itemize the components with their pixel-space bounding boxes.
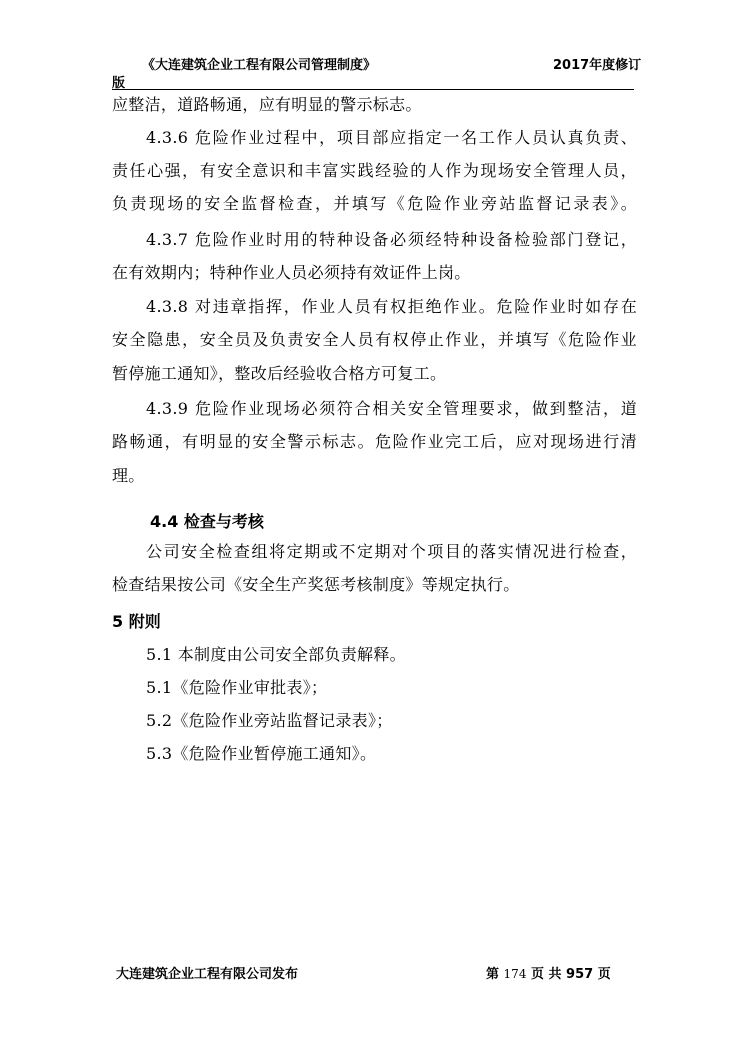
paragraph-line: 路畅通，有明显的安全警示标志。危险作业完工后，应对现场进行清 (112, 432, 637, 451)
paragraph-line: 4.3.8 对违章指挥，作业人员有权拒绝作业。危险作业时如存在 (146, 297, 637, 316)
list-item: 5.1 本制度由公司安全部负责解释。 (146, 645, 406, 664)
page-suffix: 页 (597, 967, 611, 982)
chapter-heading: 5 附则 (112, 612, 161, 631)
paragraph-line: 在有效期内；特种作业人员必须持有效证件上岗。 (112, 263, 471, 282)
page-number: 174 (503, 967, 527, 981)
paragraph-line: 理。 (112, 466, 145, 485)
list-item: 5.3《危险作业暂停施工通知》。 (146, 744, 377, 763)
page-prefix: 第 (486, 967, 500, 982)
footer-publisher: 大连建筑企业工程有限公司发布 (116, 967, 299, 982)
section-heading: 4.4 检查与考核 (150, 512, 264, 531)
paragraph-line: 公司安全检查组将定期或不定期对个项目的落实情况进行检查， (146, 542, 637, 561)
paragraph-line: 检查结果按公司《安全生产奖惩考核制度》等规定执行。 (112, 575, 520, 594)
paragraph-line: 4.3.7 危险作业时用的特种设备必须经特种设备检验部门登记， (146, 230, 637, 249)
header-rule (112, 89, 634, 90)
paragraph-line: 安全隐患，安全员及负责安全人员有权停止作业，并填写《危险作业 (112, 330, 637, 349)
list-item: 5.2《危险作业旁站监督记录表》； (146, 711, 393, 730)
header-title: 《大连建筑企业工程有限公司管理制度》 (142, 58, 377, 73)
paragraph-line: 责任心强，有安全意识和丰富实践经验的人作为现场安全管理人员， (112, 161, 637, 180)
paragraph-line: 负责现场的安全监督检查，并填写《危险作业旁站监督记录表》。 (112, 194, 637, 213)
page-total: 957 (566, 967, 594, 982)
paragraph-line: 4.3.9 危险作业现场必须符合相关安全管理要求，做到整洁，道 (146, 399, 637, 418)
paragraph-line: 应整洁，道路畅通，应有明显的警示标志。 (112, 95, 422, 114)
paragraph-line: 4.3.6 危险作业过程中，项目部应指定一名工作人员认真负责、 (146, 128, 637, 147)
header-revision-tail: 版 (112, 76, 126, 91)
footer-page-info (486, 963, 611, 982)
page-mid: 页 共 (530, 967, 562, 982)
header-revision: 2017年度修订 (553, 58, 642, 73)
paragraph-line: 暂停施工通知》，整改后经验收合格方可复工。 (112, 364, 447, 383)
list-item: 5.1《危险作业审批表》； (146, 678, 328, 697)
